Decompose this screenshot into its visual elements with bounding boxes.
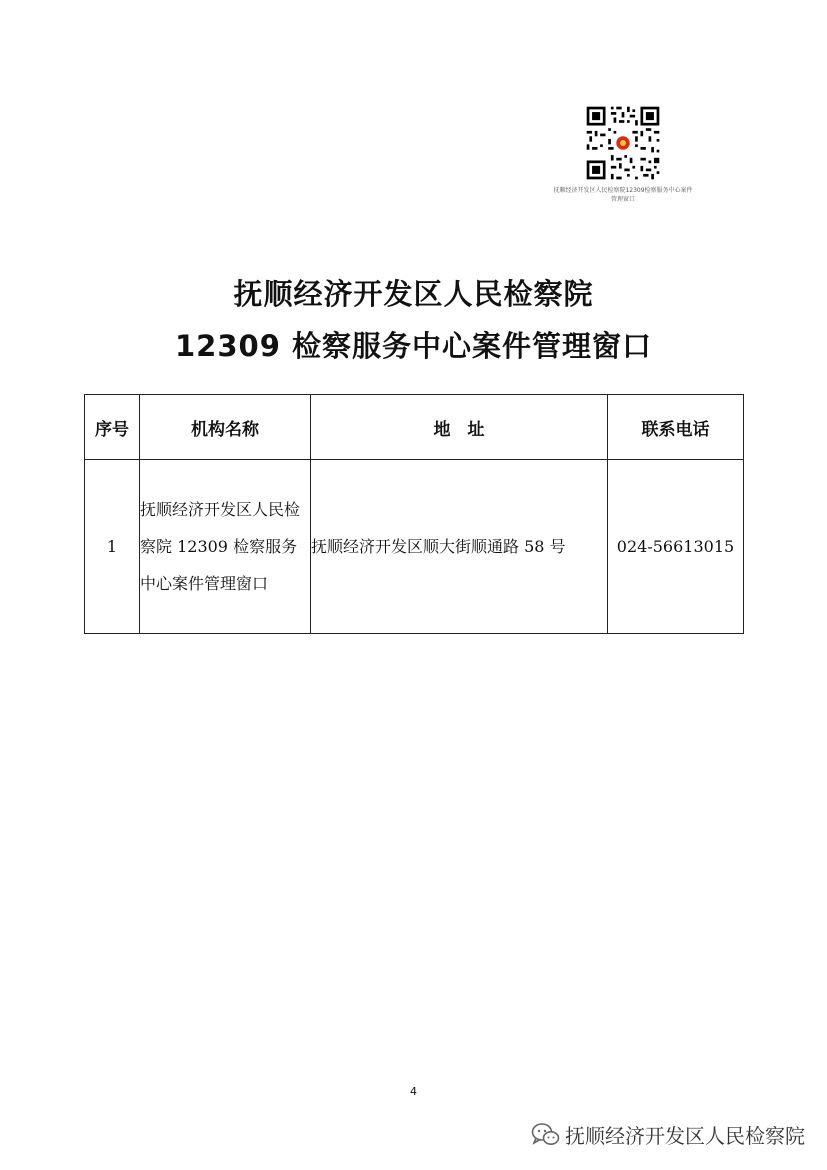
row-phone: 024-56613015 bbox=[608, 460, 744, 634]
table-row bbox=[85, 460, 744, 634]
wechat-icon bbox=[531, 1122, 561, 1148]
organization-table bbox=[84, 394, 744, 634]
table-header-row bbox=[85, 395, 744, 460]
footer-account-name: 抚顺经济开发区人民检察院 bbox=[565, 1124, 805, 1148]
header-phone: 联系电话 bbox=[608, 395, 744, 460]
row-address: 抚顺经济开发区顺大街顺通路 58 号 bbox=[311, 460, 608, 634]
header-address: 地 址 bbox=[311, 395, 608, 460]
header-org-name: 机构名称 bbox=[140, 395, 311, 460]
page-number: 4 bbox=[410, 1085, 417, 1098]
page-title: 抚顺经济开发区人民检察院 bbox=[233, 277, 594, 311]
footer-watermark bbox=[531, 1120, 805, 1149]
row-org-name: 抚顺经济开发区人民检察院 12309 检察服务中心案件管理窗口 bbox=[140, 460, 311, 634]
page-subtitle: 12309 检察服务中心案件管理窗口 bbox=[175, 329, 652, 363]
qr-code-icon bbox=[584, 104, 662, 182]
row-seq: 1 bbox=[85, 460, 140, 634]
header-seq: 序号 bbox=[85, 395, 140, 460]
qr-caption: 抚顺经济开发区人民检察院12309检察服务中心案件管理窗口 bbox=[553, 187, 693, 203]
qr-code-block bbox=[548, 104, 698, 204]
